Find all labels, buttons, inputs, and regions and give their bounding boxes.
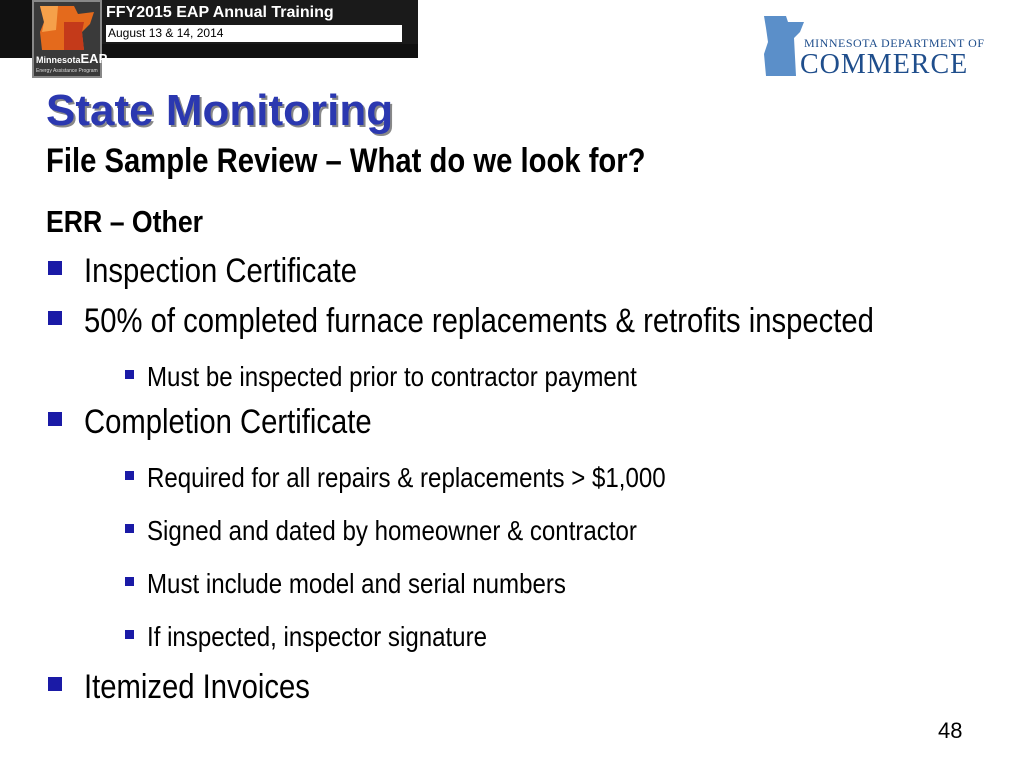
slide-subtitle: File Sample Review – What do we look for? (46, 142, 646, 180)
eap-logo-label: MinnesotaEAP (36, 51, 108, 66)
commerce-logo (760, 14, 992, 80)
page-number: 48 (938, 718, 963, 743)
dept-text: MINNESOTA DEPARTMENT OF (804, 36, 985, 50)
square-bullet-icon (125, 577, 134, 586)
square-bullet-icon (48, 412, 62, 426)
square-bullet-icon (125, 370, 134, 379)
square-bullet-icon (48, 677, 62, 691)
slide-title: State Monitoring (46, 86, 394, 135)
square-bullet-icon (125, 524, 134, 533)
training-date: August 13 & 14, 2014 (106, 25, 402, 42)
training-title: FFY2015 EAP Annual Training (106, 4, 334, 21)
eap-logo (32, 0, 108, 78)
commerce-text: COMMERCE (800, 49, 969, 80)
eap-logo-tagline: Energy Assistance Program (36, 68, 98, 74)
section-heading: ERR – Other (46, 204, 204, 239)
square-bullet-icon (125, 630, 134, 639)
square-bullet-icon (125, 471, 134, 480)
square-bullet-icon (48, 311, 62, 325)
square-bullet-icon (48, 261, 62, 275)
